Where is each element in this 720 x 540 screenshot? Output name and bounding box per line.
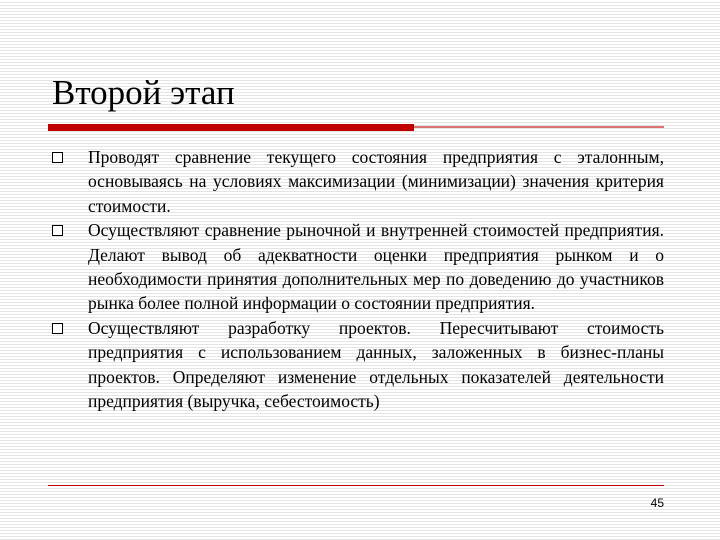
bullet-list [52, 145, 664, 413]
bullet-text: Проводят сравнение текущего состояния предприятия с эталонным, основываясь на условиях максимизации (минимизации) значения критерия стоимости. [88, 147, 664, 216]
bullet-item [52, 218, 664, 316]
square-bullet-icon [52, 152, 63, 163]
bullet-item [52, 316, 664, 414]
square-bullet-icon [52, 323, 63, 334]
bullet-text: Осуществляют разработку проектов. Пересчитывают стоимость предприятия с использованием данных, заложенных в бизнес-планы проектов. Определяют изменение отдельных показателей деятельности предприятия (выручка, себестоимость) [88, 317, 664, 412]
slide-title: Второй этап [52, 73, 235, 112]
bullet-item [52, 145, 664, 218]
footer-divider [48, 485, 664, 486]
square-bullet-icon [52, 225, 63, 236]
bullet-text: Осуществляют сравнение рыночной и внутренней стоимостей предприятия. Делают вывод об адекватности оценки предприятия рынком и о необходимости принятия дополнительных мер по доведению до участников рынка более полной информации о состоянии предприятия. [88, 220, 664, 314]
title-underline-thin [414, 126, 664, 128]
page-number: 45 [650, 496, 664, 510]
title-underline-accent [48, 124, 414, 131]
